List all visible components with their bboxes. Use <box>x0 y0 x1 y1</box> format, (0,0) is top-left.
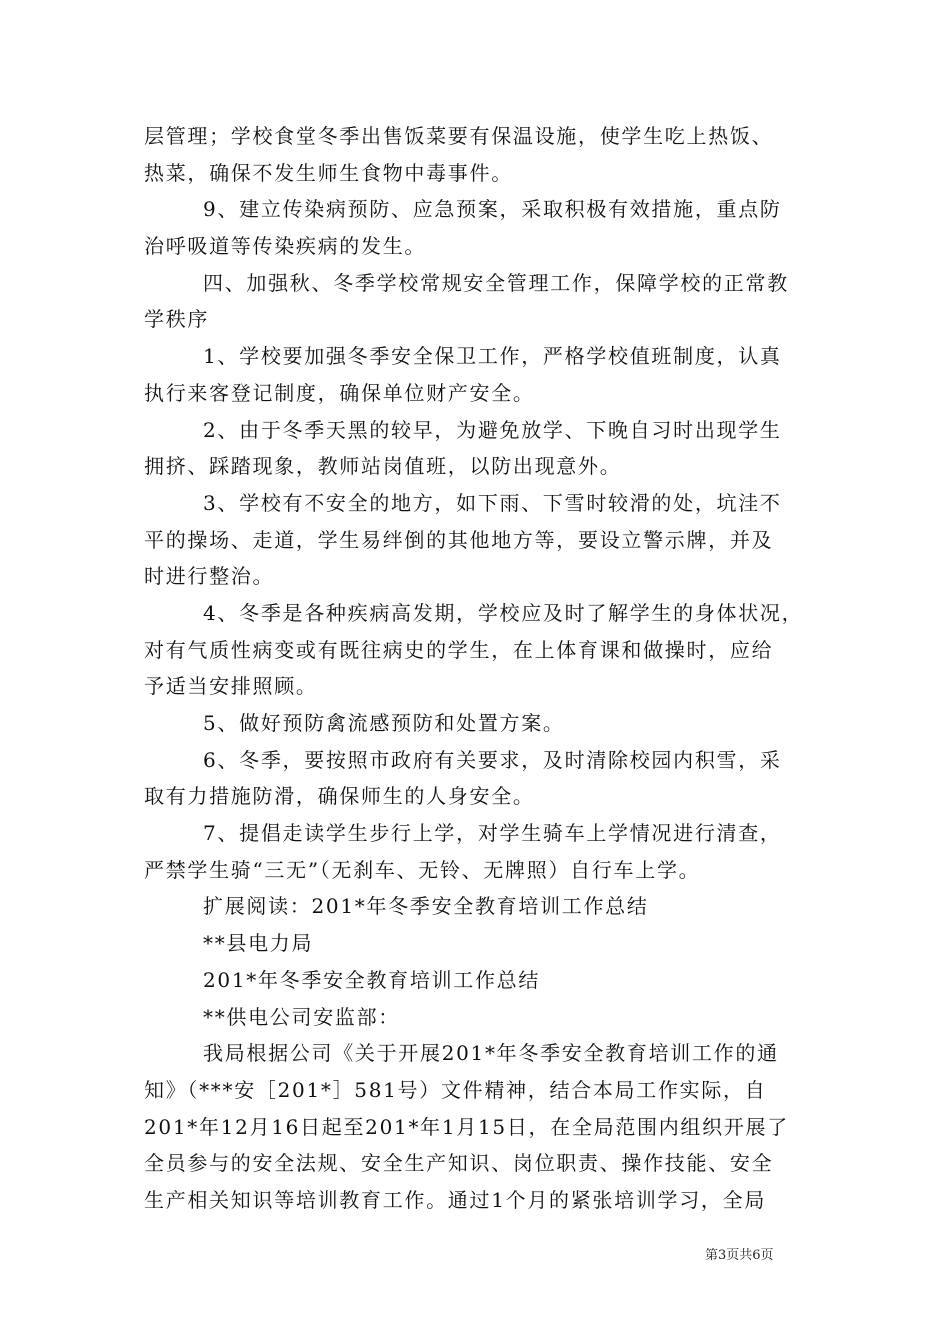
text-line: 对有气质性病变或有既往病史的学生，在上体育课和做操时，应给 <box>144 637 774 662</box>
text-line: 学秩序 <box>144 307 210 332</box>
text-line: 执行来客登记制度，确保单位财产安全。 <box>144 380 535 405</box>
text-line: **供电公司安监部： <box>203 1004 400 1029</box>
text-line: 3、学校有不安全的地方，如下雨、下雪时较滑的处，坑洼不 <box>203 490 782 515</box>
document-body <box>144 118 810 1219</box>
text-line: 平的操场、走道，学生易绊倒的其他地方等，要设立警示牌，并及 <box>144 527 774 552</box>
text-line: 四、加强秋、冬季学校常规安全管理工作，保障学校的正常教 <box>203 270 789 295</box>
text-line: **县电力局 <box>203 931 314 956</box>
text-line: 9、建立传染病预防、应急预案，采取积极有效措施，重点防 <box>203 197 782 222</box>
text-line: 2、由于冬季天黑的较早，为避免放学、下晚自习时出现学生 <box>203 417 782 442</box>
text-line: 201*年12月16日起至201*年1月15日，在全局范围内组织开展了 <box>144 1114 789 1139</box>
text-line: 拥挤、踩踏现象，教师站岗值班，以防出现意外。 <box>144 454 622 479</box>
text-line: 治呼吸道等传染疾病的发生。 <box>144 234 427 259</box>
text-line: 全员参与的安全法规、安全生产知识、岗位职责、操作技能、安全 <box>144 1151 774 1176</box>
text-line: 7、提倡走读学生步行上学，对学生骑车上学情况进行清查， <box>203 821 782 846</box>
text-line: 时进行整治。 <box>144 564 275 589</box>
text-line: 我局根据公司《关于开展201*年冬季安全教育培训工作的通 <box>203 1041 779 1066</box>
text-line: 1、学校要加强冬季安全保卫工作，严格学校值班制度，认真 <box>203 344 782 369</box>
text-line: 6、冬季，要按照市政府有关要求，及时清除校园内积雪，采 <box>203 747 782 772</box>
text-line: 热菜，确保不发生师生食物中毒事件。 <box>144 160 513 185</box>
text-line: 层管理；学校食堂冬季出售饭菜要有保温设施，使学生吃上热饭、 <box>144 124 774 148</box>
text-line: 4、冬季是各种疾病高发期，学校应及时了解学生的身体状况， <box>203 600 804 625</box>
text-line: 5、做好预防禽流感预防和处置方案。 <box>203 711 565 735</box>
text-line: 生产相关知识等培训教育工作。通过1个月的紧张培训学习，全局 <box>144 1187 767 1212</box>
text-line: 扩展阅读：201*年冬季安全教育培训工作总结 <box>203 894 649 919</box>
text-line: 严禁学生骑“三无”（无刹车、无铃、无牌照）自行车上学。 <box>144 857 701 882</box>
text-line: 201*年冬季安全教育培训工作总结 <box>203 967 541 992</box>
text-line: 予适当安排照顾。 <box>144 674 318 699</box>
page-number: 第3页共6页 <box>705 1248 774 1263</box>
text-line: 知》（***安［201*］581号）文件精神，结合本局工作实际，自 <box>144 1077 767 1102</box>
text-line: 取有力措施防滑，确保师生的人身安全。 <box>144 784 535 809</box>
